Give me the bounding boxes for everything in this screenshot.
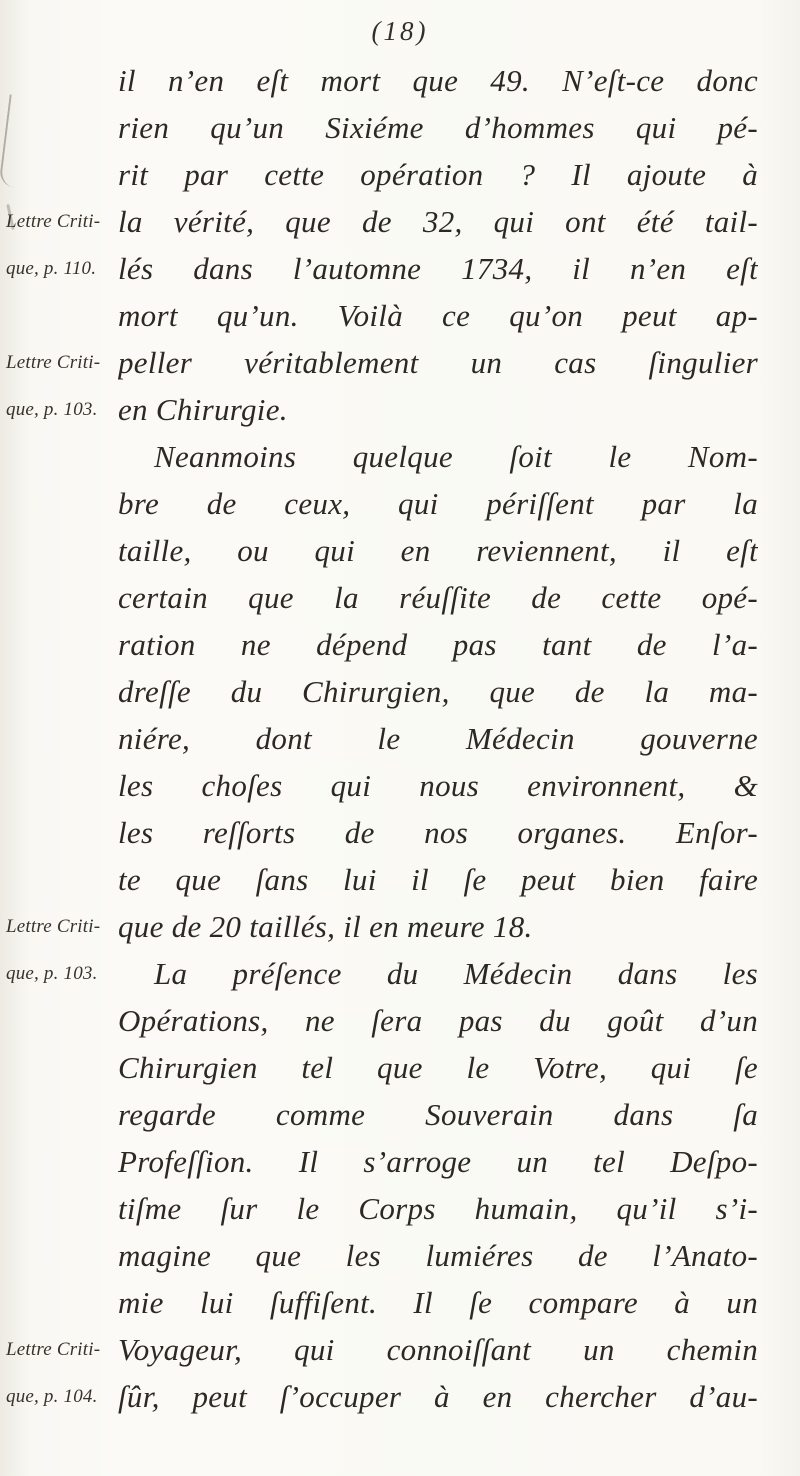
text-line: Chirurgien tel que le Votre, qui ſe <box>118 1050 758 1085</box>
text-line: certain que la réuſſite de cette opé- <box>118 580 758 615</box>
text-line: taille, ou qui en reviennent, il eſt <box>118 533 758 568</box>
text-line: magine que les lumiéres de l’Anato- <box>118 1238 758 1273</box>
text-line: Profeſſion. Il s’arroge un tel Deſpo- <box>118 1144 758 1179</box>
text-line: mie lui ſuffiſent. Il ſe compare à un <box>118 1285 758 1320</box>
margin-note-line: Lettre Criti- <box>6 1339 101 1360</box>
text-line: mort qu’un. Voilà ce qu’on peut ap- <box>118 298 758 333</box>
text-line: peller véritablement un cas ſingulier <box>118 345 758 380</box>
text-line: regarde comme Souverain dans ſa <box>118 1097 758 1132</box>
margin-note-line: que, p. 110. <box>6 258 97 279</box>
margin-note-line: Lettre Criti- <box>6 352 101 373</box>
margin-note-line: que, p. 104. <box>6 1386 98 1407</box>
margin-note-line: que, p. 103. <box>6 399 98 420</box>
margin-note <box>6 903 118 997</box>
margin-note <box>6 339 118 433</box>
margin-note <box>6 1326 118 1420</box>
text-line: les reſſorts de nos organes. Enſor- <box>118 815 758 850</box>
text-line: tiſme ſur le Corps humain, qu’il s’i- <box>118 1191 758 1226</box>
text-line: ration ne dépend pas tant de l’a- <box>118 627 758 662</box>
text-line: ſûr, peut ſ’occuper à en chercher d’au- <box>118 1379 758 1414</box>
margin-note-line: que, p. 103. <box>6 963 98 984</box>
text-line: que de 20 taillés, il en meure 18. <box>118 909 533 944</box>
margin-note <box>6 198 118 292</box>
text-line: en Chirurgie. <box>118 392 288 427</box>
text-line: bre de ceux, qui périſſent par la <box>118 486 758 521</box>
text-line: rien qu’un Sixiéme d’hommes qui pé- <box>118 110 758 145</box>
main-text <box>118 57 758 1420</box>
text-line: lés dans l’automne 1734, il n’en eſt <box>118 251 758 286</box>
scan-edge-artifact <box>0 94 26 187</box>
text-line: Voyageur, qui connoiſſant un chemin <box>118 1332 758 1367</box>
margin-note-line: Lettre Criti- <box>6 211 101 232</box>
text-line: niére, dont le Médecin gouverne <box>118 721 758 756</box>
text-line: La préſence du Médecin dans les <box>154 956 758 991</box>
text-line: la vérité, que de 32, qui ont été tail- <box>118 204 758 239</box>
text-line: dreſſe du Chirurgien, que de la ma- <box>118 674 758 709</box>
text-line: rit par cette opération ? Il ajoute à <box>118 157 758 192</box>
text-line: il n’en eſt mort que 49. N’eſt-ce donc <box>118 63 758 98</box>
text-line: Neanmoins quelque ſoit le Nom- <box>154 439 758 474</box>
text-line: les choſes qui nous environnent, & <box>118 768 758 803</box>
margin-note-line: Lettre Criti- <box>6 916 101 937</box>
text-line: Opérations, ne ſera pas du goût d’un <box>118 1003 758 1038</box>
text-line: te que ſans lui il ſe peut bien faire <box>118 862 758 897</box>
page-number: (18) <box>371 16 429 46</box>
